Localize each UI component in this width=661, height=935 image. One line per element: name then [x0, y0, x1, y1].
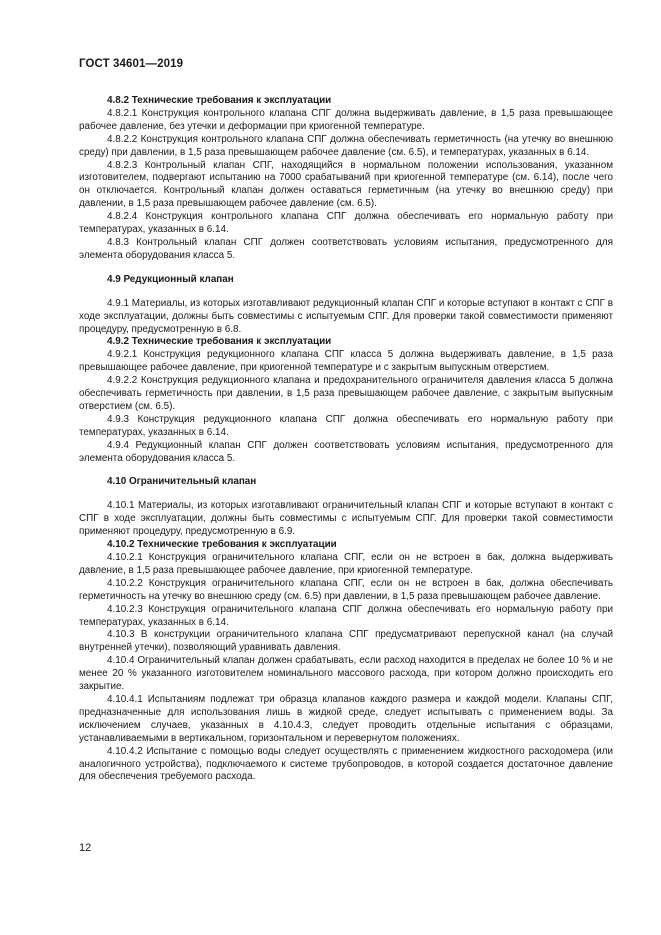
paragraph: 4.9.1 Материалы, из которых изготавливают редукционный клапан СПГ и которые вступают в контакт с СПГ в ходе эксплуатации, должны быть совместимы с испытуемым СПГ. Для проверки такой совместимости применяют процедуру, предусмотренную в 6.8. — [79, 297, 613, 335]
paragraph: 4.9.2.1 Конструкция редукционного клапана СПГ класса 5 должна выдерживать давление, в 1,5 раза превышающее рабочее давление, при криогенной температуре и с закрытым выпускным отверстием. — [79, 349, 613, 374]
paragraph: 4.9.2.2 Конструкция редукционного клапана и предохранительного ограничителя давления класса 5 должна обеспечивать герметичность при давлении, в 1,5 раза превышающем рабочее давление, с закрытым выпускным отверстием (см. 6.5). — [79, 375, 613, 412]
paragraph: 4.10.2.2 Конструкция ограничительного клапана СПГ, если он не встроен в бак, должна обеспечивать герметичность на утечку во внешнюю среду (см. 6.5) при давлении, в 1,5 раза превышающем рабочее давление. — [79, 577, 613, 602]
subsection-heading: 4.8.2 Технические требования к эксплуатации — [107, 95, 332, 106]
page-number: 12 — [79, 842, 92, 854]
paragraph: 4.10.2.3 Конструкция ограничительного клапана СПГ должна обеспечивать его нормальную работу при температурах, указанных в 6.14. — [79, 603, 613, 628]
paragraph: 4.9.3 Конструкция редукционного клапана СПГ должна обеспечивать его нормальную работу при температурах, указанных в 6.14. — [79, 413, 613, 438]
paragraph: 4.10.2.1 Конструкция ограничительного клапана СПГ, если он не встроен в бак, должна выдерживать давление, в 1,5 раза превышающее рабочее давление, при криогенной температуре. — [79, 552, 613, 576]
paragraph: 4.10.4 Ограничительный клапан должен срабатывать, если расход находится в пределах не более 10 % и не менее 20 % указанного изготовителем номинального массового расхода, при котором должно происходить его закрытие. — [79, 655, 613, 693]
paragraph: 4.8.3 Контрольный клапан СПГ должен соответствовать условиям испытания, предусмотренного для элемента оборудования класса 5. — [79, 236, 613, 261]
subsection-heading: 4.9.2 Технические требования к эксплуатации — [107, 336, 332, 348]
paragraph: 4.8.2.4 Конструкция контрольного клапана СПГ должна обеспечивать его нормальную работу при температурах, указанных в 6.14. — [79, 211, 613, 236]
paragraph: 4.10.4.2 Испытание с помощью воды следует осуществлять с применением жидкостного расходомера (или аналогичного устройства), подключаемого к системе трубопроводов, в которой создается достаточное давление для обеспечения требуемого расхода. — [79, 745, 613, 783]
paragraph: 4.8.2.3 Контрольный клапан СПГ, находящийся в нормальном положении использования, указанном изготовителем, подвергают испытанию на 7000 срабатываний при криогенной температуре (см. 6.14), после чего он отключается. Контрольный клапан должен оставаться герметичным (на утечку во внешнюю среду) при давлении, в 1,5 раза превышающем рабочее давление (см. 6.5). — [79, 159, 613, 210]
subsection-heading: 4.10.2 Технические требования к эксплуатации — [107, 539, 337, 551]
paragraph: 4.10.1 Материалы, из которых изготавливают ограничительный клапан СПГ и которые вступают в контакт с СПГ в ходе эксплуатации, должны быть совместимы с испытуемым СПГ. Для проверки такой совместимости применяют процедуру, предусмотренную в 6.9. — [79, 500, 613, 538]
paragraph: 4.8.2.2 Конструкция контрольного клапана СПГ должна обеспечивать герметичность (на утечку во внешнюю среду) при давлении, в 1,5 раза превышающем рабочее давление (см. 6.5), и температурах, указанных в 6.14. — [79, 133, 613, 158]
paragraph: 4.10.3 В конструкции ограничительного клапана СПГ предусматривают перепускной канал (на случай внутренней утечки), позволяющий уравнивать давления. — [79, 629, 613, 654]
section-heading: 4.10 Ограничительный клапан — [107, 476, 257, 488]
page-header: ГОСТ 34601—2019 — [79, 58, 184, 70]
paragraph: 4.10.4.1 Испытаниям подлежат три образца клапанов каждого размера и каждой модели. Клапаны СПГ, предназначенные для использования лишь в жидкой среде, следует испытывать с применением воды. За исключением случаев, указанных в 4.10.4.3, следует проводить отдельные испытания с образцами, устанавливаемыми в вертикальном, горизонтальном и перевернутом положениях. — [79, 693, 613, 744]
paragraph: 4.9.4 Редукционный клапан СПГ должен соответствовать условиям испытания, предусмотренного для элемента оборудования класса 5. — [79, 439, 613, 464]
paragraph: 4.8.2.1 Конструкция контрольного клапана СПГ должна выдерживать давление, в 1,5 раза превышающее рабочее давление, без утечки и деформации при криогенной температуре. — [79, 107, 613, 132]
document-body — [79, 95, 613, 784]
section-heading: 4.9 Редукционный клапан — [107, 273, 234, 285]
